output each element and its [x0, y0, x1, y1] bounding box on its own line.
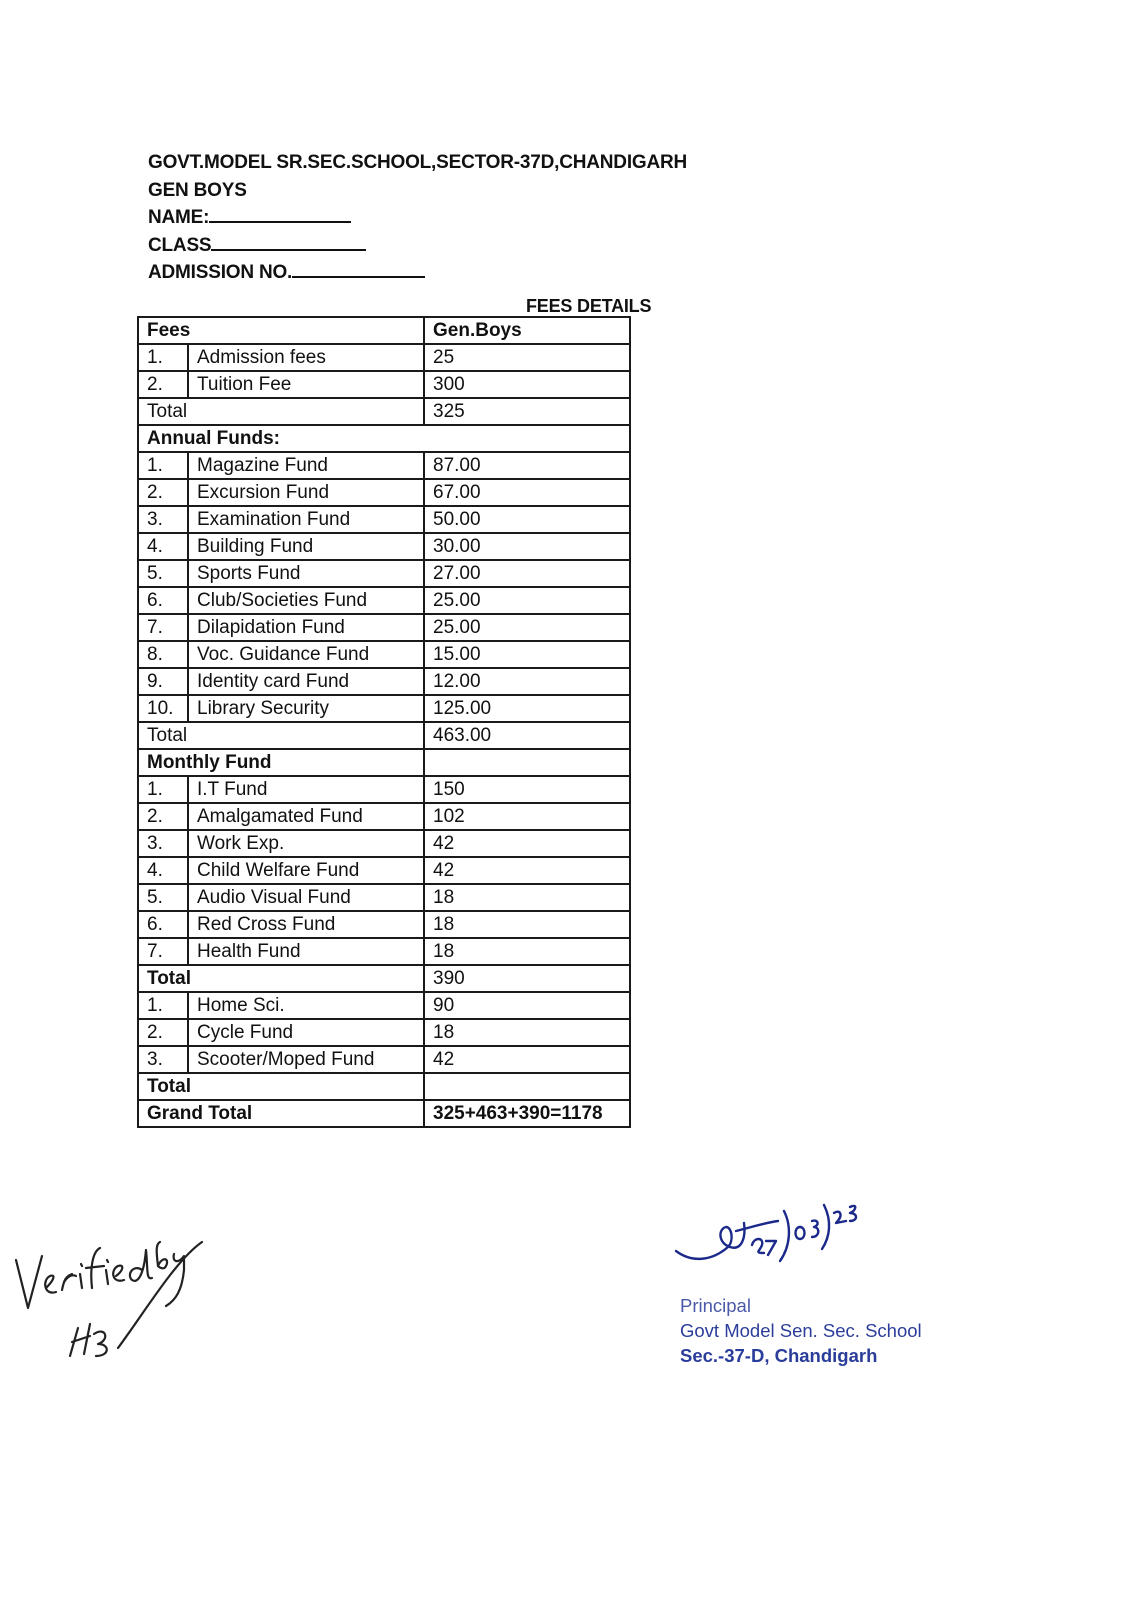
- annual-total-row-label: Total: [138, 722, 424, 749]
- name-blank-line: [209, 204, 351, 223]
- annual-fund-row: [138, 641, 630, 668]
- annual-total-row: [138, 722, 630, 749]
- category-label: GEN BOYS: [148, 179, 247, 201]
- document-header: [148, 149, 687, 287]
- item-amount: 15.00: [424, 641, 630, 668]
- row-number: 2.: [138, 479, 188, 506]
- item-name: Sports Fund: [188, 560, 424, 587]
- item-amount: 90: [424, 992, 630, 1019]
- monthly-fund-row: [138, 938, 630, 965]
- class-field: [148, 232, 687, 260]
- item-name: Admission fees: [188, 344, 424, 371]
- row-number: 1.: [138, 452, 188, 479]
- row-number: 4.: [138, 533, 188, 560]
- principal-stamp: [680, 1293, 922, 1368]
- item-name: Red Cross Fund: [188, 911, 424, 938]
- monthly-fund-row: [138, 830, 630, 857]
- principal-signature: [672, 1197, 872, 1277]
- fee-row: [138, 371, 630, 398]
- item-amount: 125.00: [424, 695, 630, 722]
- item-name: Voc. Guidance Fund: [188, 641, 424, 668]
- item-name: Scooter/Moped Fund: [188, 1046, 424, 1073]
- header-row-value: Gen.Boys: [424, 317, 630, 344]
- item-name: Child Welfare Fund: [188, 857, 424, 884]
- item-amount: 18: [424, 938, 630, 965]
- item-name: Building Fund: [188, 533, 424, 560]
- monthly-fund-row: [138, 776, 630, 803]
- item-amount: 150: [424, 776, 630, 803]
- row-number: 5.: [138, 884, 188, 911]
- fees-total-row-value: 325: [424, 398, 630, 425]
- item-amount: 42: [424, 830, 630, 857]
- monthly-fund-row: [138, 857, 630, 884]
- item-name: Work Exp.: [188, 830, 424, 857]
- item-name: Home Sci.: [188, 992, 424, 1019]
- class-label: CLASS: [148, 234, 212, 256]
- item-name: Cycle Fund: [188, 1019, 424, 1046]
- fee-row: [138, 344, 630, 371]
- monthly-fund-row: [138, 911, 630, 938]
- item-amount: 300: [424, 371, 630, 398]
- row-number: 6.: [138, 587, 188, 614]
- annual-fund-row: [138, 560, 630, 587]
- item-name: I.T Fund: [188, 776, 424, 803]
- class-blank-line: [211, 232, 366, 251]
- item-name: Audio Visual Fund: [188, 884, 424, 911]
- item-amount: 25: [424, 344, 630, 371]
- item-amount: 18: [424, 911, 630, 938]
- annual-fund-row: [138, 479, 630, 506]
- row-number: 2.: [138, 371, 188, 398]
- item-amount: 30.00: [424, 533, 630, 560]
- monthly-fund-row: [138, 884, 630, 911]
- row-number: 3.: [138, 830, 188, 857]
- row-number: 5.: [138, 560, 188, 587]
- item-amount: 102: [424, 803, 630, 830]
- name-field: [148, 204, 687, 232]
- item-name: Health Fund: [188, 938, 424, 965]
- row-number: 2.: [138, 1019, 188, 1046]
- monthly-total-row-value: 390: [424, 965, 630, 992]
- row-number: 1.: [138, 344, 188, 371]
- optional-fund-row: [138, 1019, 630, 1046]
- item-name: Tuition Fee: [188, 371, 424, 398]
- optional-total-row: [138, 1073, 630, 1100]
- row-number: 9.: [138, 668, 188, 695]
- stamp-school: Govt Model Sen. Sec. School: [680, 1320, 922, 1341]
- row-number: 3.: [138, 1046, 188, 1073]
- fees-total-row: [138, 398, 630, 425]
- item-amount: 50.00: [424, 506, 630, 533]
- row-number: 1.: [138, 992, 188, 1019]
- admission-field: [148, 259, 687, 287]
- optional-fund-row: [138, 992, 630, 1019]
- annual-fund-row: [138, 587, 630, 614]
- item-amount: 25.00: [424, 587, 630, 614]
- item-name: Amalgamated Fund: [188, 803, 424, 830]
- monthly-fund-row: [138, 803, 630, 830]
- row-number: 6.: [138, 911, 188, 938]
- annual-fund-row: [138, 506, 630, 533]
- annual-funds-heading: Annual Funds:: [138, 425, 630, 452]
- admission-label: ADMISSION NO.: [148, 262, 293, 283]
- annual-fund-row: [138, 695, 630, 722]
- name-label: NAME:: [148, 207, 210, 228]
- row-number: 8.: [138, 641, 188, 668]
- item-name: Identity card Fund: [188, 668, 424, 695]
- fees-table-body: [138, 317, 630, 1127]
- row-number: 7.: [138, 614, 188, 641]
- annual-total-row-value: 463.00: [424, 722, 630, 749]
- grand-total-row-label: Grand Total: [138, 1100, 424, 1127]
- annual-fund-row: [138, 452, 630, 479]
- annual-fund-row: [138, 533, 630, 560]
- annual-fund-row: [138, 614, 630, 641]
- row-number: 1.: [138, 776, 188, 803]
- grand-total-row: [138, 1100, 630, 1127]
- optional-total-row-label: Total: [138, 1073, 424, 1100]
- header-row: [138, 317, 630, 344]
- fees-table: [137, 316, 631, 1128]
- item-name: Magazine Fund: [188, 452, 424, 479]
- item-amount: 18: [424, 1019, 630, 1046]
- monthly-fund-heading-row: [138, 749, 630, 776]
- optional-fund-row: [138, 1046, 630, 1073]
- monthly-total-row-label: Total: [138, 965, 424, 992]
- annual-funds-heading-row: [138, 425, 630, 452]
- item-name: Examination Fund: [188, 506, 424, 533]
- monthly-total-row: [138, 965, 630, 992]
- item-amount: 42: [424, 1046, 630, 1073]
- item-amount: 12.00: [424, 668, 630, 695]
- item-amount: 27.00: [424, 560, 630, 587]
- item-name: Dilapidation Fund: [188, 614, 424, 641]
- row-number: 3.: [138, 506, 188, 533]
- optional-total-row-value: [424, 1073, 630, 1100]
- item-amount: 18: [424, 884, 630, 911]
- school-name: GOVT.MODEL SR.SEC.SCHOOL,SECTOR-37D,CHANDIGARH: [148, 152, 688, 173]
- item-name: Excursion Fund: [188, 479, 424, 506]
- verified-by-handwriting: [6, 1230, 216, 1380]
- grand-total-row-value: 325+463+390=1178: [424, 1100, 630, 1127]
- row-number: 2.: [138, 803, 188, 830]
- annual-fund-row: [138, 668, 630, 695]
- stamp-location: Sec.-37-D, Chandigarh: [680, 1345, 878, 1366]
- item-amount: 87.00: [424, 452, 630, 479]
- admission-blank-line: [292, 259, 425, 278]
- item-name: Library Security: [188, 695, 424, 722]
- row-number: 10.: [138, 695, 188, 722]
- fees-details-title: FEES DETAILS: [526, 296, 652, 316]
- item-amount: 67.00: [424, 479, 630, 506]
- item-amount: 25.00: [424, 614, 630, 641]
- monthly-fund-heading-row-value: [424, 749, 630, 776]
- row-number: 7.: [138, 938, 188, 965]
- monthly-fund-heading-row-label: Monthly Fund: [138, 749, 424, 776]
- fees-total-row-label: Total: [138, 398, 424, 425]
- stamp-title: Principal: [680, 1295, 751, 1316]
- item-amount: 42: [424, 857, 630, 884]
- header-row-label: Fees: [138, 317, 424, 344]
- item-name: Club/Societies Fund: [188, 587, 424, 614]
- row-number: 4.: [138, 857, 188, 884]
